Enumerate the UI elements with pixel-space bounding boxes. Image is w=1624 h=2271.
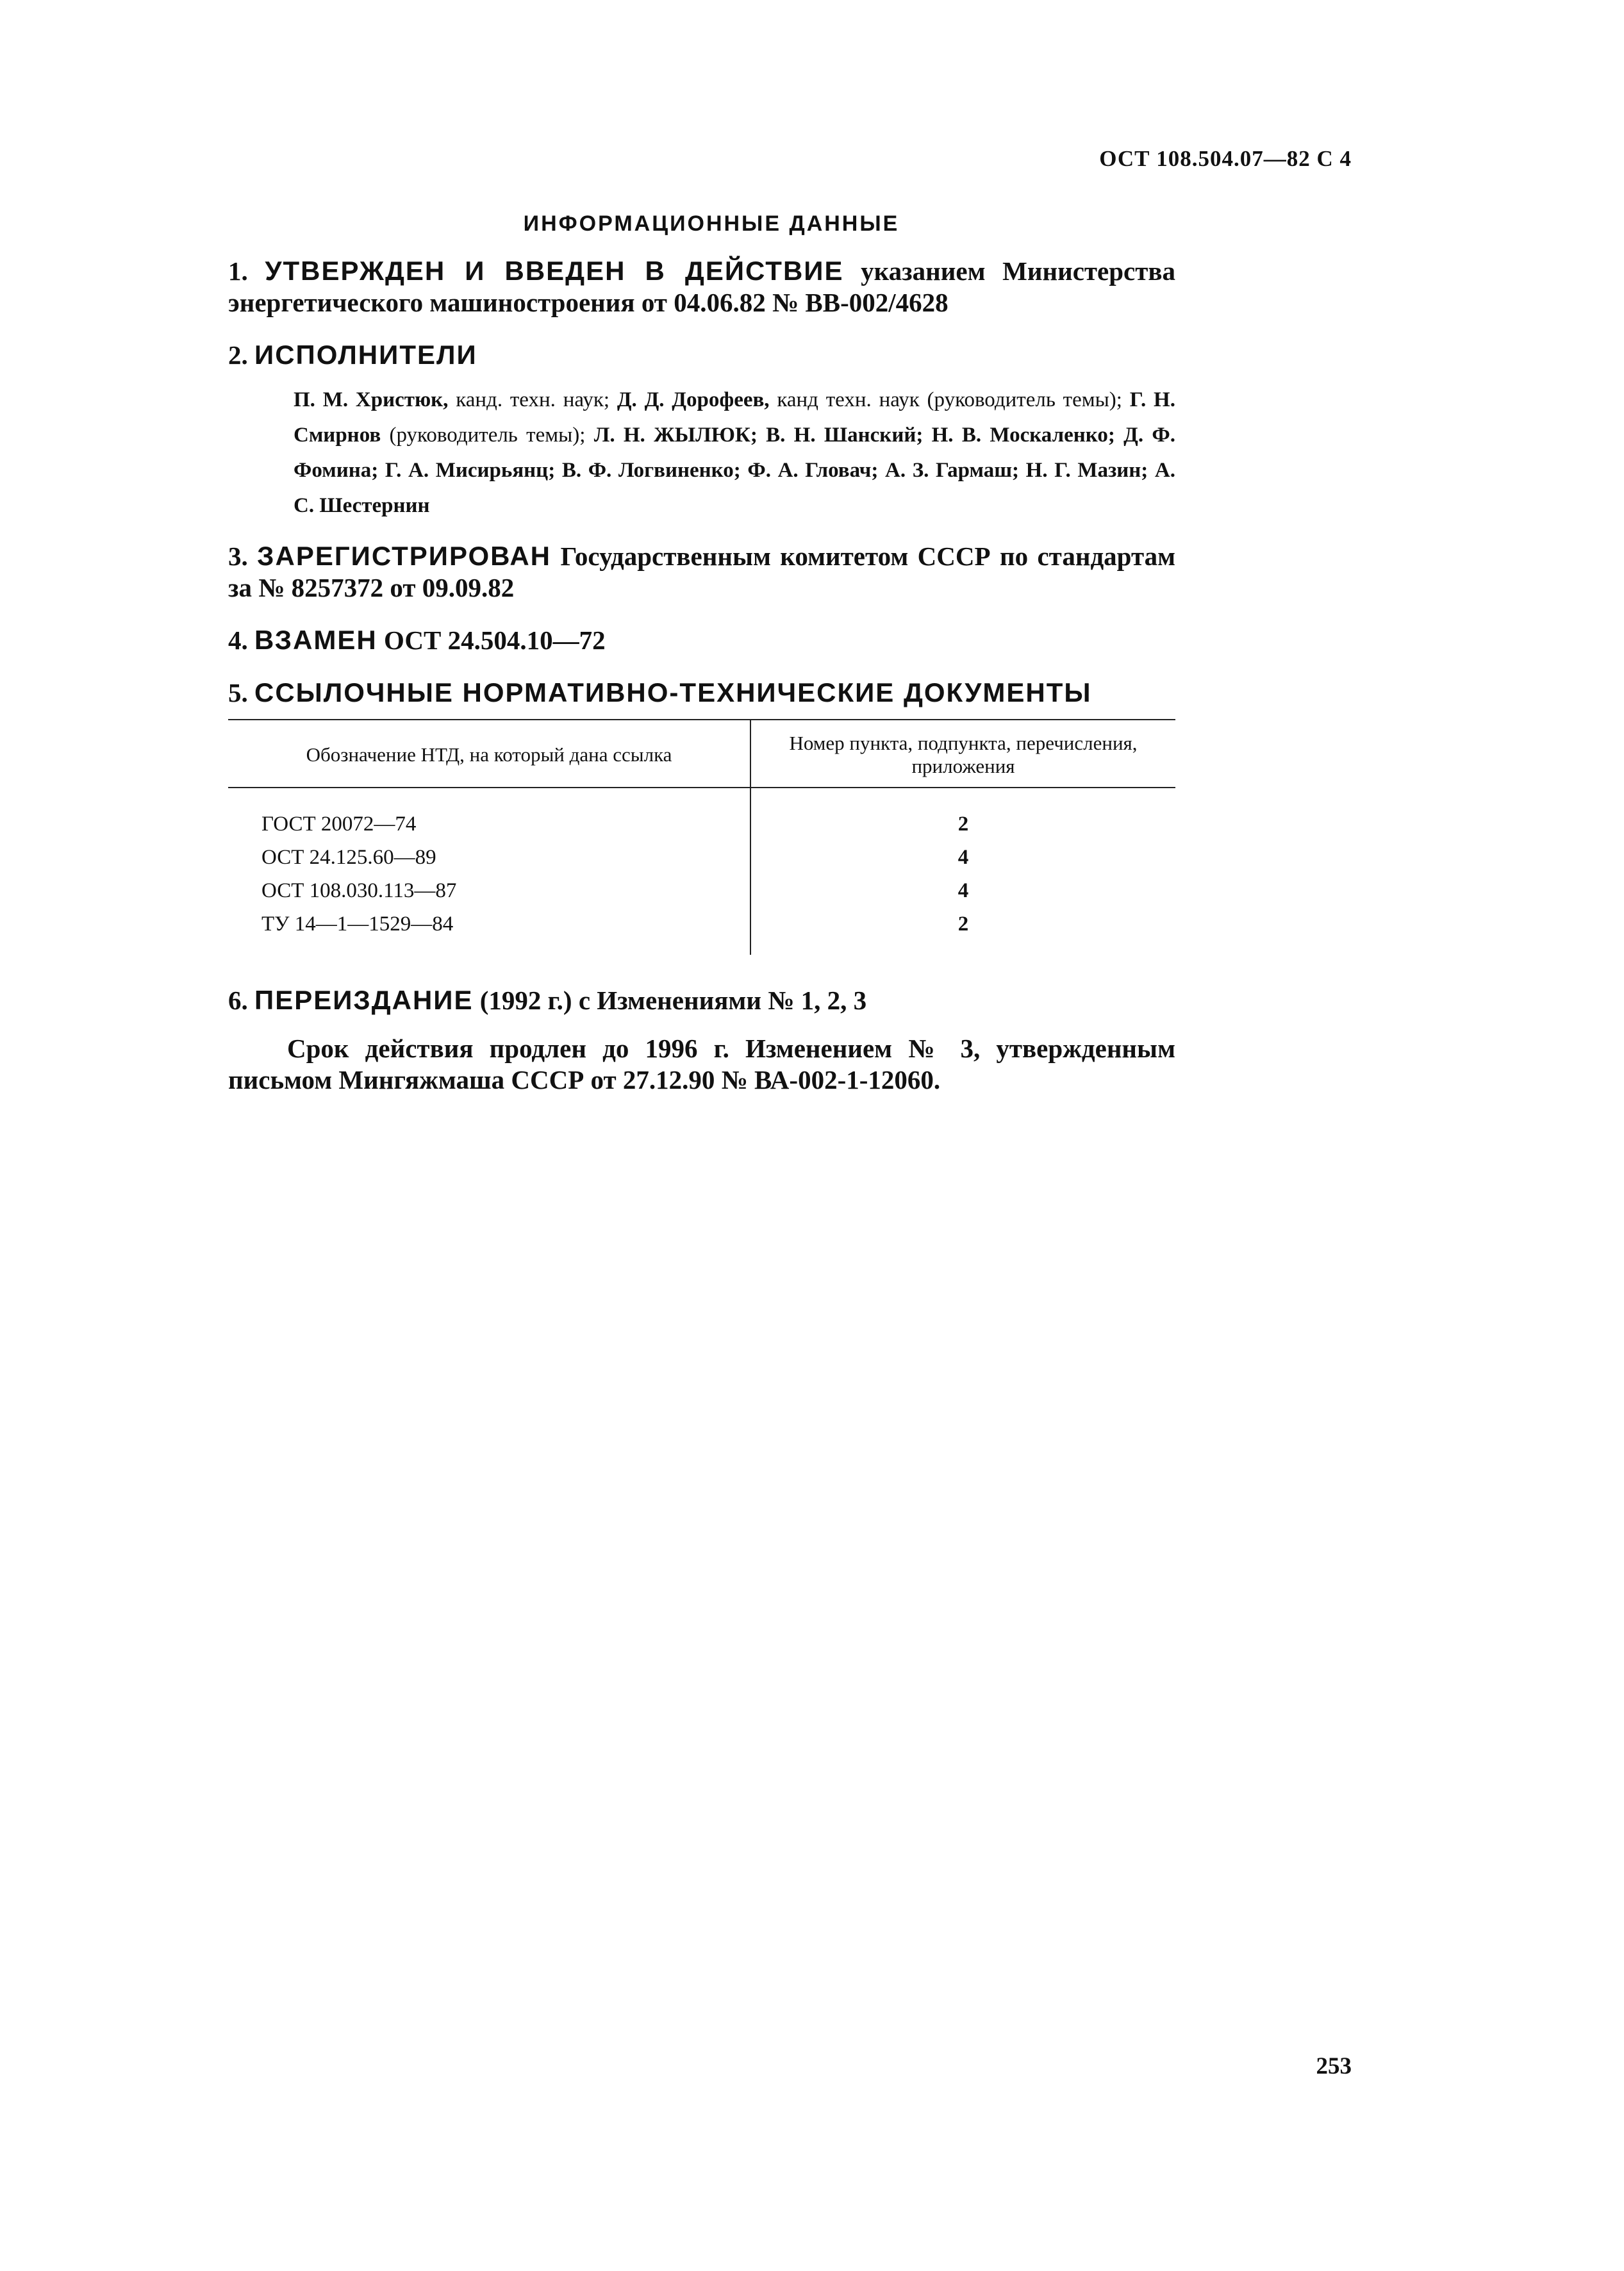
item-heading: УТВЕРЖДЕН И ВВЕДЕН В ДЕЙСТВИЕ: [265, 256, 844, 286]
item-text: ОСТ 24.504.10—72: [384, 625, 606, 655]
item-text: указанием Министерства энергетического машиностроения от 04.06.82 № ВВ-002/4628: [228, 256, 1176, 317]
item-text: (1992 г.) с Изменениями № 1, 2, 3: [479, 986, 867, 1015]
table-row: [228, 907, 1175, 955]
item-heading: ЗАРЕГИСТРИРОВАН: [257, 541, 552, 571]
item-text: Государственным комитетом СССР по стандартам за № 8257372 от 09.09.82: [228, 541, 1176, 602]
item-number: 5.: [228, 678, 248, 707]
page-number: 253: [1316, 2053, 1352, 2079]
column-header-clause: Номер пункта, подпункта, перечисления, приложения: [750, 720, 1175, 788]
item-references: [228, 677, 1175, 709]
item-heading: ССЫЛОЧНЫЕ НОРМАТИВНО-ТЕХНИЧЕСКИЕ ДОКУМЕНТЫ: [254, 677, 1092, 707]
item-number: 6.: [228, 986, 248, 1015]
cell-document: ОСТ 24.125.60—89: [228, 841, 750, 874]
cell-clause: 4: [957, 879, 969, 902]
references-table: [228, 719, 1175, 955]
item-approved: [228, 255, 1175, 318]
author-name: Д. Д. Дорофеев,: [617, 388, 770, 411]
cell-document: ОСТ 108.030.113—87: [228, 874, 750, 907]
item-number: 2.: [228, 340, 248, 370]
item-heading: ВЗАМЕН: [254, 625, 377, 655]
info-content: [228, 255, 1175, 1096]
table-row: [228, 874, 1175, 907]
item-registered: [228, 540, 1175, 604]
item-number: 1.: [228, 256, 248, 286]
item-number: 3.: [228, 541, 248, 571]
authors-list: [294, 383, 1175, 524]
author-name: П. М. Христюк,: [294, 388, 449, 411]
cell-clause: 4: [957, 846, 969, 869]
validity-note: Срок действия продлен до 1996 г. Изменением № 3, утвержденным письмом Мингяжмаша СССР от 27.12.90 № ВА-002-1-12060.: [228, 1034, 1175, 1094]
item-reissue: [228, 984, 1175, 1016]
item-heading: ПЕРЕИЗДАНИЕ: [254, 985, 474, 1015]
table-header-row: [228, 720, 1175, 788]
item-authors: [228, 339, 1175, 371]
cell-document: ГОСТ 20072—74: [228, 788, 750, 841]
document-code: ОСТ 108.504.07—82 С 4: [1099, 146, 1352, 171]
author-name: Л. Н. ЖЫЛЮК; В. Н. Шанский; Н. В. Москаленко; Д. Ф. Фомина; Г. А. Мисирьянц; В. Ф. Логвиненко; Ф. А. Гловач; А. З. Гармаш; Н. Г. Мазин; А. С. Шестернин: [294, 424, 1175, 517]
column-header-document: Обозначение НТД, на который дана ссылка: [228, 720, 750, 788]
item-replaces: [228, 624, 1175, 656]
author-role: канд техн. наук (руководитель темы);: [769, 388, 1130, 411]
item-heading: ИСПОЛНИТЕЛИ: [254, 340, 477, 370]
item-number: 4.: [228, 625, 248, 655]
author-name: Г. Н. Смирнов: [294, 388, 1175, 447]
page-title: ИНФОРМАЦИОННЫЕ ДАННЫЕ: [523, 211, 900, 236]
cell-document: ТУ 14—1—1529—84: [228, 907, 750, 955]
table-row: [228, 788, 1175, 841]
table-row: [228, 841, 1175, 874]
author-role: канд. техн. наук;: [448, 388, 617, 411]
author-role: (руководитель темы);: [381, 424, 594, 447]
cell-clause: 2: [957, 813, 969, 836]
cell-clause: 2: [957, 913, 969, 936]
